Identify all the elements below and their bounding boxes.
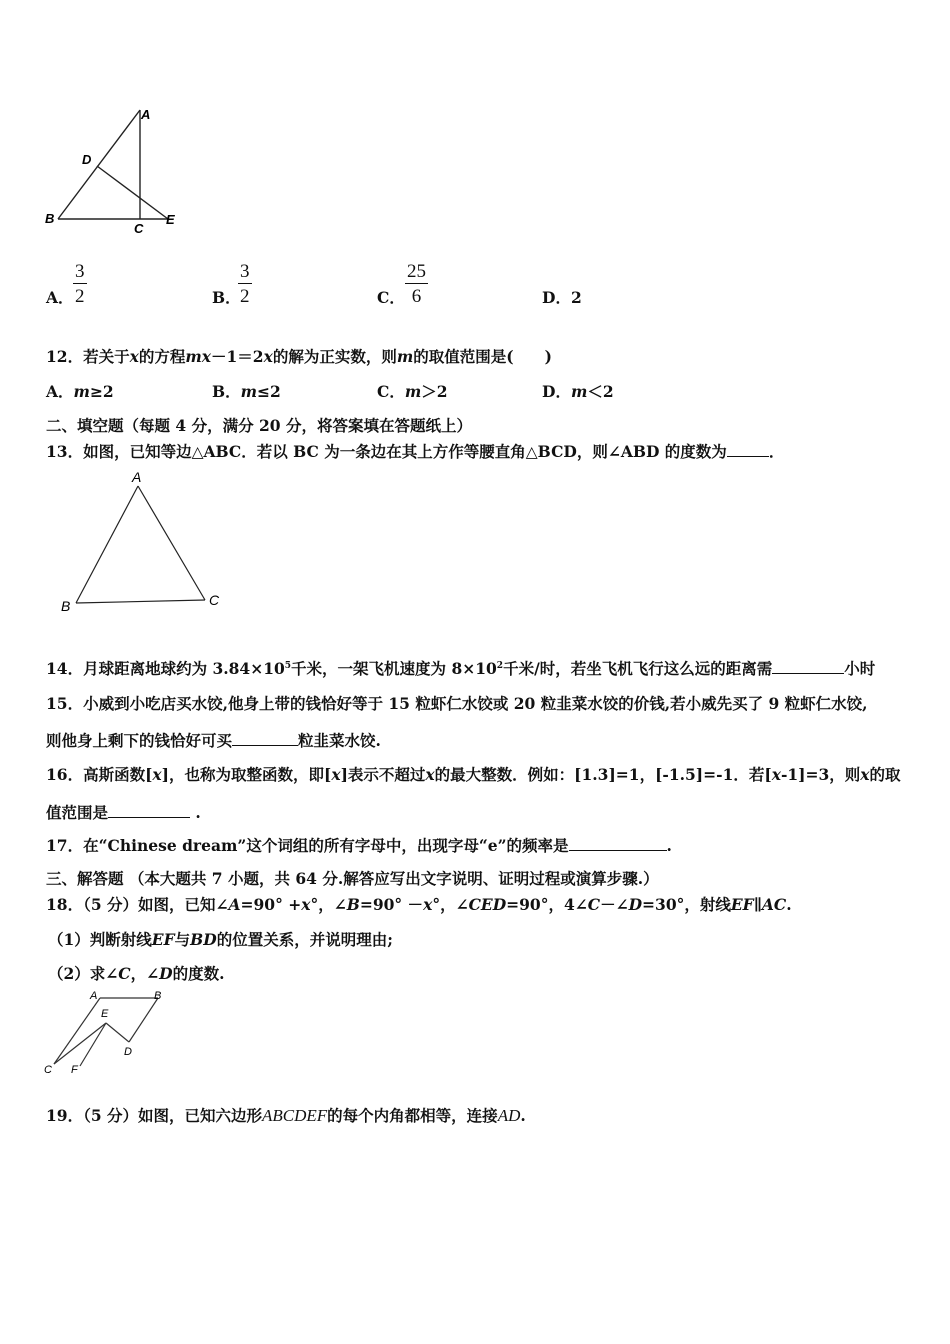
question-16-line2: 值范围是 . (46, 803, 201, 822)
q11-option-b-fraction: $\frac{3}{2}$ (240, 261, 250, 307)
question-12: 12．若关于x的方程mx－1＝2x的解为正实数，则m的取值范围是( ) (46, 347, 552, 366)
fig18-label-C: C (44, 1064, 52, 1076)
q11-option-d (542, 286, 582, 308)
question-18-part2: （2）求∠C，∠D的度数. (48, 964, 225, 983)
q12-option-b: B．m≤2 (212, 382, 281, 401)
fig18-label-F: F (71, 1064, 78, 1076)
question-17: 17．在“Chinese dream”这个词组的所有字母中，出现字母“e”的频率是 . (46, 836, 672, 855)
figure-q18-rays (38, 986, 178, 1081)
question-13: 13．如图，已知等边△ABC．若以 BC 为一条边在其上方作等腰直角△BCD，则∠ABD 的度数为 ． (46, 442, 785, 461)
question-16-line1: 16．高斯函数[x]，也称为取整函数，即[x]表示不超过x的最大整数．例如：[1.3]=1，[-1.5]=-1．若[x-1]=3，则x的取 (46, 765, 901, 784)
q11-option-c-label: C． (377, 288, 405, 307)
q11-option-a-label: A． (46, 288, 74, 307)
fig11-label-A: A (141, 107, 151, 122)
question-15-line2: 则他身上剩下的钱恰好可买 粒韭菜水饺. (46, 731, 381, 750)
question-19: 19．（5 分）如图，已知六边形ABCDEF的每个内角都相等，连接AD. (46, 1106, 526, 1125)
fig13-label-A: A (132, 469, 142, 485)
q11-option-c-fraction: $\frac{25}{6}$ (407, 261, 426, 307)
q12-option-d: D．m＜2 (542, 382, 614, 401)
fig18-label-B: B (154, 990, 162, 1002)
q11-option-b-label: B． (212, 288, 241, 307)
figure-q13-equilateral-triangle (55, 468, 235, 618)
fig13-label-B: B (61, 598, 71, 614)
question-18-part1: （1）判断射线EF与BD的位置关系，并说明理由; (48, 930, 393, 949)
fig11-label-D: D (82, 152, 92, 167)
fig18-label-A: A (90, 990, 98, 1002)
figure-q11-triangle (40, 100, 190, 240)
q11-option-d-label: D． (542, 288, 571, 307)
q16-answer-blank (108, 804, 190, 818)
q14-answer-blank (772, 660, 844, 674)
q11-option-d-value: 2 (570, 288, 582, 307)
question-14: 14．月球距离地球约为 $3.84\times 10^5$千米，一架飞机速度为 $8\times 10^2$千米/时，若坐飞机飞行这么远的距离需 小时 (46, 659, 876, 678)
fig11-label-E: E (166, 212, 175, 227)
q15-answer-blank (232, 732, 298, 746)
fig11-label-B: B (45, 211, 55, 226)
q12-option-c: C．m＞2 (377, 382, 448, 401)
fig18-label-E: E (101, 1008, 109, 1020)
fig11-label-C: C (134, 221, 144, 236)
q11-option-a-fraction: $\frac{3}{2}$ (75, 261, 85, 307)
q17-answer-blank (569, 837, 667, 851)
q13-answer-blank (727, 443, 769, 457)
question-15-line1: 15．小威到小吃店买水饺,他身上带的钱恰好等于 15 粒虾仁水饺或 20 粒韭菜水饺的价钱,若小威先买了 9 粒虾仁水饺, (46, 694, 868, 713)
section-3-heading: 三、解答题 （本大题共 7 小题，共 64 分.解答应写出文字说明、证明过程或演算步骤.） (46, 869, 659, 888)
fig18-label-D: D (124, 1046, 132, 1058)
q12-option-a: A．m≥2 (46, 382, 114, 401)
section-2-heading: 二、填空题（每题 4 分，满分 20 分，将答案填在答题纸上） (46, 416, 472, 435)
question-18: 18．（5 分）如图，已知∠A=90° +x°，∠B=90° －x°，∠CED=90°，4∠C－∠D=30°，射线EF∥AC. (46, 895, 792, 914)
fig13-label-C: C (209, 592, 220, 608)
